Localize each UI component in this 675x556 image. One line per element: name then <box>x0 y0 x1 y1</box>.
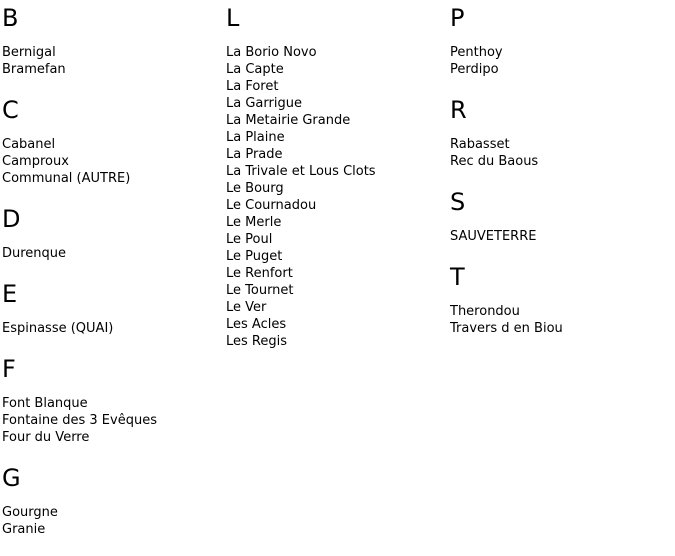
letter-section <box>2 96 226 187</box>
place-name: Fontaine des 3 Evêques <box>2 413 157 428</box>
letter-heading: L <box>226 4 240 32</box>
place-name: Camproux <box>2 154 69 169</box>
index-column <box>226 4 450 368</box>
place-name: Gourgne <box>2 505 58 520</box>
letter-section <box>226 4 450 350</box>
place-name: Le Merle <box>226 215 282 230</box>
letter-heading: E <box>2 280 18 308</box>
place-name: Cabanel <box>2 137 56 152</box>
index-column <box>2 4 226 556</box>
place-name: Les Acles <box>226 317 287 332</box>
letter-heading: C <box>2 96 19 124</box>
place-name: Espinasse (QUAI) <box>2 321 114 336</box>
place-name: La Garrigue <box>226 96 302 111</box>
place-name: Le Cournadou <box>226 198 317 213</box>
letter-heading: F <box>2 355 16 383</box>
place-name: Bramefan <box>2 62 66 77</box>
place-name: Granie <box>2 522 46 537</box>
letter-section <box>450 96 674 170</box>
letter-heading: P <box>450 4 465 32</box>
letter-section <box>2 205 226 262</box>
place-name: Durenque <box>2 246 67 261</box>
place-name: La Plaine <box>226 130 285 145</box>
place-name: Le Tournet <box>226 283 294 298</box>
place-name: Les Regis <box>226 334 288 349</box>
place-name: Le Renfort <box>226 266 293 281</box>
letter-section <box>2 355 226 446</box>
letter-section <box>2 4 226 78</box>
place-name: SAUVETERRE <box>450 229 537 244</box>
letter-heading: T <box>450 263 465 291</box>
letter-section <box>2 464 226 538</box>
place-name: Font Blanque <box>2 396 88 411</box>
letter-section <box>2 280 226 337</box>
place-name: Travers d en Biou <box>450 321 563 336</box>
place-name: Four du Verre <box>2 430 90 445</box>
place-name: La Metairie Grande <box>226 113 351 128</box>
place-name: La Prade <box>226 147 283 162</box>
place-name: La Borio Novo <box>226 45 317 60</box>
letter-heading: B <box>2 4 19 32</box>
index-column <box>450 4 674 355</box>
place-name: La Foret <box>226 79 279 94</box>
letter-section <box>450 4 674 78</box>
letter-heading: R <box>450 96 467 124</box>
place-name: Communal (AUTRE) <box>2 171 131 186</box>
letter-section <box>450 188 674 245</box>
place-name: Le Bourg <box>226 181 284 196</box>
place-name: Therondou <box>450 304 520 319</box>
place-name: Rec du Baous <box>450 154 539 169</box>
letter-heading: G <box>2 464 21 492</box>
letter-heading: D <box>2 205 21 233</box>
place-name: Le Poul <box>226 232 273 247</box>
place-name: La Capte <box>226 62 284 77</box>
place-name: Le Puget <box>226 249 283 264</box>
place-name: Bernigal <box>2 45 56 60</box>
letter-heading: S <box>450 188 466 216</box>
place-name: Rabasset <box>450 137 510 152</box>
letter-section <box>450 263 674 337</box>
place-name: Le Ver <box>226 300 267 315</box>
place-name: Penthoy <box>450 45 503 60</box>
place-name: Perdipo <box>450 62 499 77</box>
place-name: La Trivale et Lous Clots <box>226 164 376 179</box>
